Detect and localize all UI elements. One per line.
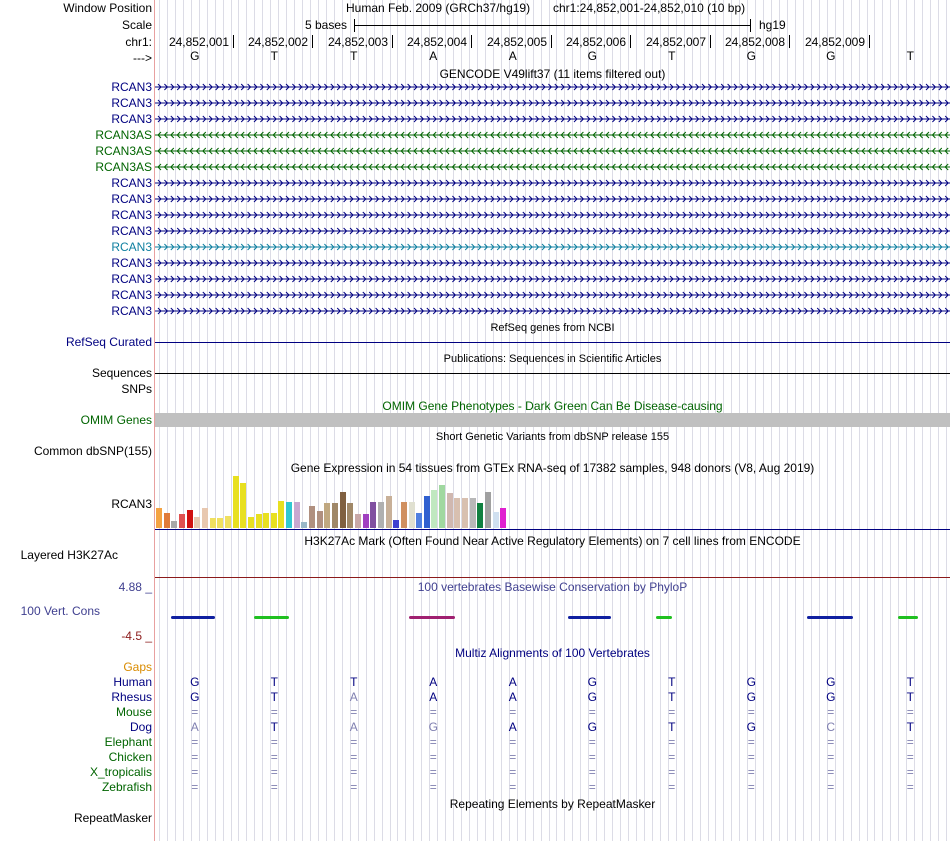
aligned-base: G [190, 675, 200, 689]
gencode-transcript[interactable] [155, 162, 950, 172]
aligned-base: = [429, 705, 437, 719]
track-area[interactable] [155, 0, 950, 841]
aligned-base: = [668, 750, 676, 764]
aligned-base: = [906, 765, 914, 779]
species-label[interactable]: Elephant [104, 735, 152, 749]
phylop-mark [254, 616, 289, 619]
repeatmasker-label[interactable]: RepeatMasker [73, 811, 152, 825]
chrom-label: chr1: [125, 35, 152, 49]
gtex-bar[interactable] [370, 502, 376, 528]
aligned-base: T [906, 720, 914, 734]
db-text: hg19 [759, 18, 786, 32]
aligned-base: T [668, 675, 676, 689]
ruler-position: 24,852,008 [724, 35, 785, 49]
gtex-bar[interactable] [225, 516, 231, 528]
window-position-label: Window Position [63, 1, 152, 15]
aligned-base: C [826, 720, 836, 734]
phylop-mark [898, 616, 918, 619]
gtex-bar[interactable] [210, 518, 216, 528]
gtex-bar[interactable] [286, 502, 292, 528]
gencode-transcript[interactable] [155, 258, 950, 268]
ruler-position: 24,852,002 [247, 35, 308, 49]
ruler-tick [869, 35, 870, 48]
aligned-base: = [827, 705, 835, 719]
gencode-transcript[interactable] [155, 226, 950, 236]
repeatmasker-title: Repeating Elements by RepeatMasker [449, 797, 656, 811]
ruler-position: 24,852,001 [168, 35, 229, 49]
dbsnp-label[interactable]: Common dbSNP(155) [33, 444, 152, 458]
base-letter: A [508, 49, 517, 63]
gtex-bar[interactable] [416, 513, 422, 528]
aligned-base: = [350, 780, 358, 794]
transcript-path [155, 164, 950, 170]
aligned-base: = [270, 780, 278, 794]
aligned-base: = [191, 735, 199, 749]
transcript-path [155, 100, 950, 106]
ruler-position: 24,852,009 [804, 35, 865, 49]
aligned-base: A [429, 690, 438, 704]
aligned-base: T [668, 720, 676, 734]
gencode-item-label[interactable]: RCAN3 [111, 96, 152, 110]
strand-label: ---> [133, 51, 152, 65]
gtex-bar[interactable] [309, 506, 315, 528]
species-label[interactable]: X_tropicalis [89, 765, 152, 779]
gtex-bar[interactable] [317, 511, 323, 528]
gtex-bar[interactable] [500, 508, 506, 528]
aligned-base: G [587, 720, 597, 734]
sequences-label[interactable]: Sequences [91, 366, 152, 380]
transcript-path [155, 292, 950, 298]
gencode-item-label[interactable]: RCAN3 [111, 176, 152, 190]
aligned-base: = [509, 750, 517, 764]
gtex-bar[interactable] [171, 521, 177, 528]
aligned-base: = [191, 705, 199, 719]
aligned-base: = [270, 735, 278, 749]
aligned-base: = [191, 750, 199, 764]
aligned-base: = [747, 780, 755, 794]
gtex-bar[interactable] [477, 503, 483, 528]
aligned-base: = [429, 765, 437, 779]
gencode-transcript[interactable] [155, 130, 950, 140]
omim-label[interactable]: OMIM Genes [80, 413, 152, 427]
aligned-base: = [668, 735, 676, 749]
gtex-bar[interactable] [217, 518, 223, 528]
gencode-transcript[interactable] [155, 194, 950, 204]
aligned-base: G [746, 690, 756, 704]
aligned-base: G [826, 690, 836, 704]
aligned-base: T [668, 690, 676, 704]
gtex-bar[interactable] [393, 520, 399, 528]
aligned-base: = [747, 765, 755, 779]
scale-bar [354, 25, 750, 26]
transcript-path [155, 132, 950, 138]
transcript-path [155, 180, 950, 186]
aligned-base: = [429, 780, 437, 794]
gencode-item-label[interactable]: RCAN3 [111, 112, 152, 126]
aligned-base: = [350, 765, 358, 779]
gtex-bar[interactable] [332, 503, 338, 528]
aligned-base: = [827, 765, 835, 779]
aligned-base: G [428, 720, 438, 734]
gtex-bar[interactable] [164, 513, 170, 528]
gtex-bar[interactable] [363, 514, 369, 528]
h3k27ac-top-line [155, 529, 950, 530]
gtex-bar[interactable] [233, 476, 239, 528]
aligned-base: = [509, 765, 517, 779]
aligned-base: = [906, 780, 914, 794]
aligned-base: = [509, 705, 517, 719]
aligned-base: A [429, 675, 438, 689]
aligned-base: = [191, 780, 199, 794]
scale-bar-right-tick [750, 19, 751, 32]
gtex-bar[interactable] [271, 513, 277, 528]
aligned-base: T [270, 720, 278, 734]
gencode-item-label[interactable]: RCAN3 [111, 240, 152, 254]
gtex-bar[interactable] [156, 508, 162, 528]
aligned-base: A [349, 690, 358, 704]
aligned-base: = [668, 780, 676, 794]
aligned-base: = [906, 705, 914, 719]
gencode-item-label[interactable]: RCAN3 [111, 256, 152, 270]
phylop-title: 100 vertebrates Basewise Conservation by PhyloP [417, 580, 688, 594]
aligned-base: = [270, 750, 278, 764]
h3k27ac-label[interactable]: Layered H3K27Ac [20, 548, 118, 562]
transcript-path [155, 196, 950, 202]
position-text: chr1:24,852,001-24,852,010 (10 bp) [553, 1, 746, 15]
aligned-base: = [509, 780, 517, 794]
gencode-transcript[interactable] [155, 146, 950, 156]
gtex-bar[interactable] [409, 502, 415, 528]
gtex-bar[interactable] [424, 496, 430, 528]
aligned-base: = [191, 765, 199, 779]
gencode-title: GENCODE V49lift37 (11 items filtered out) [439, 67, 666, 81]
species-label[interactable]: Rhesus [111, 690, 152, 704]
gtex-bar[interactable] [194, 517, 200, 528]
gtex-bar[interactable] [301, 522, 307, 528]
gtex-bar[interactable] [256, 514, 262, 528]
aligned-base: T [270, 690, 278, 704]
phylop-min-label: -4.5 _ [121, 629, 152, 643]
phylop-mark [409, 616, 455, 619]
aligned-base: = [270, 765, 278, 779]
aligned-base: = [827, 750, 835, 764]
publications-title: Publications: Sequences in Scientific Articles [443, 353, 662, 365]
transcript-path [155, 212, 950, 218]
snps-label[interactable]: SNPs [121, 382, 152, 396]
gencode-item-label[interactable]: RCAN3 [111, 304, 152, 318]
ruler-position: 24,852,003 [327, 35, 388, 49]
gtex-title: Gene Expression in 54 tissues from GTEx RNA-seq of 17382 samples, 948 donors (V8, Aug 2019) [290, 461, 815, 475]
aligned-base: A [508, 690, 517, 704]
base-letter: G [190, 49, 200, 63]
aligned-base: = [827, 735, 835, 749]
aligned-base: = [668, 705, 676, 719]
base-letter: T [350, 49, 358, 63]
gtex-bar[interactable] [431, 490, 437, 528]
species-label[interactable]: Mouse [115, 705, 152, 719]
gencode-transcript[interactable] [155, 98, 950, 108]
gencode-item-label[interactable]: RCAN3 [111, 272, 152, 286]
aligned-base: G [746, 675, 756, 689]
aligned-base: G [587, 675, 597, 689]
gtex-bar[interactable] [240, 483, 246, 528]
aligned-base: A [508, 675, 517, 689]
transcript-path [155, 308, 950, 314]
gencode-item-label[interactable]: RCAN3 [111, 208, 152, 222]
gtex-bar[interactable] [187, 510, 193, 528]
gencode-item-label[interactable]: RCAN3 [111, 288, 152, 302]
transcript-path [155, 84, 950, 90]
dbsnp-title: Short Genetic Variants from dbSNP release 155 [435, 431, 670, 443]
gencode-transcript[interactable] [155, 210, 950, 220]
multiz-title: Multiz Alignments of 100 Vertebrates [455, 646, 650, 660]
aligned-base: = [588, 750, 596, 764]
gtex-bar[interactable] [202, 508, 208, 528]
h3k27ac-bottom-line [155, 577, 950, 578]
gtex-bar[interactable] [401, 502, 407, 528]
aligned-base: = [350, 750, 358, 764]
transcript-path [155, 116, 950, 122]
gtex-bar[interactable] [378, 502, 384, 528]
gencode-transcript[interactable] [155, 242, 950, 252]
aligned-base: A [349, 720, 358, 734]
transcript-path [155, 260, 950, 266]
aligned-base: = [906, 750, 914, 764]
gencode-transcript[interactable] [155, 114, 950, 124]
aligned-base: = [747, 735, 755, 749]
species-label[interactable]: Dog [129, 720, 152, 734]
phylop-max-label: 4.88 _ [118, 580, 152, 594]
gencode-item-label[interactable]: RCAN3AS [95, 144, 152, 158]
h3k27ac-title: H3K27Ac Mark (Often Found Near Active Regulatory Elements) on 7 cell lines from ENCODE [304, 534, 801, 548]
gtex-bar[interactable] [347, 503, 353, 528]
aligned-base: G [190, 690, 200, 704]
refseq-line[interactable] [155, 342, 950, 343]
sequences-line[interactable] [155, 373, 950, 374]
aligned-base: T [350, 675, 358, 689]
gtex-gene-label[interactable]: RCAN3 [111, 497, 152, 511]
gaps-label: Gaps [123, 660, 152, 674]
gencode-transcript[interactable] [155, 274, 950, 284]
transcript-path [155, 276, 950, 282]
base-letter: G [826, 49, 836, 63]
base-letter: T [668, 49, 676, 63]
refseq-label[interactable]: RefSeq Curated [65, 335, 152, 349]
aligned-base: = [588, 705, 596, 719]
aligned-base: A [190, 720, 199, 734]
gtex-bar[interactable] [340, 492, 346, 528]
assembly-title: Human Feb. 2009 (GRCh37/hg19) [346, 1, 531, 15]
phylop-signal[interactable] [155, 612, 950, 626]
omim-bar[interactable] [155, 413, 950, 427]
gencode-transcript[interactable] [155, 178, 950, 188]
ruler-position: 24,852,007 [645, 35, 706, 49]
aligned-base: = [270, 705, 278, 719]
gtex-bar[interactable] [324, 503, 330, 528]
phylop-mark [568, 616, 611, 619]
gtex-barchart[interactable] [155, 472, 950, 528]
scale-bar-left-tick [354, 19, 355, 32]
aligned-base: G [826, 675, 836, 689]
gencode-item-label[interactable]: RCAN3 [111, 224, 152, 238]
gencode-item-label[interactable]: RCAN3AS [95, 128, 152, 142]
phylop-mark [807, 616, 853, 619]
aligned-base: = [668, 765, 676, 779]
scale-text: 5 bases [305, 18, 348, 32]
scale-label: Scale [121, 18, 152, 32]
species-label[interactable]: Chicken [108, 750, 152, 764]
ruler-position: 24,852,004 [406, 35, 467, 49]
gtex-bar[interactable] [454, 498, 460, 528]
gtex-bar[interactable] [470, 498, 476, 528]
aligned-base: T [906, 690, 914, 704]
base-letter: G [587, 49, 597, 63]
gencode-item-label[interactable]: RCAN3AS [95, 160, 152, 174]
gencode-transcript[interactable] [155, 290, 950, 300]
aligned-base: A [508, 720, 517, 734]
aligned-base: = [588, 780, 596, 794]
gtex-bar[interactable] [179, 514, 185, 528]
aligned-base: = [588, 765, 596, 779]
aligned-base: T [906, 675, 914, 689]
phylop-mark [171, 616, 215, 619]
gtex-bar[interactable] [263, 513, 269, 528]
aligned-base: G [587, 690, 597, 704]
base-letter: T [906, 49, 914, 63]
gtex-bar[interactable] [355, 514, 361, 528]
gtex-bar[interactable] [386, 496, 392, 528]
gencode-item-label[interactable]: RCAN3 [111, 80, 152, 94]
aligned-base: = [509, 735, 517, 749]
omim-title: OMIM Gene Phenotypes - Dark Green Can Be Disease-causing [382, 399, 723, 413]
aligned-base: = [747, 750, 755, 764]
aligned-base: = [429, 735, 437, 749]
gtex-bar[interactable] [278, 501, 284, 528]
gtex-bar[interactable] [248, 517, 254, 528]
cons-label[interactable]: 100 Vert. Cons [20, 604, 100, 618]
track-labels [0, 0, 154, 841]
gtex-bar[interactable] [462, 498, 468, 528]
aligned-base: G [746, 720, 756, 734]
aligned-base: = [588, 735, 596, 749]
transcript-path [155, 244, 950, 250]
aligned-base: = [350, 735, 358, 749]
gtex-bar[interactable] [439, 485, 445, 528]
aligned-base: = [827, 780, 835, 794]
gencode-transcript[interactable] [155, 306, 950, 316]
transcript-path [155, 228, 950, 234]
aligned-base: = [429, 750, 437, 764]
gtex-bar[interactable] [493, 512, 499, 528]
aligned-base: T [270, 675, 278, 689]
gtex-bar[interactable] [447, 493, 453, 528]
base-letter: T [270, 49, 278, 63]
species-label[interactable]: Human [113, 675, 152, 689]
aligned-base: = [747, 705, 755, 719]
aligned-base: = [906, 735, 914, 749]
species-label[interactable]: Zebrafish [101, 780, 152, 794]
phylop-mark [656, 616, 672, 619]
ruler-position: 24,852,005 [486, 35, 547, 49]
transcript-path [155, 148, 950, 154]
gtex-bar[interactable] [485, 492, 491, 528]
refseq-title: RefSeq genes from NCBI [490, 322, 615, 334]
aligned-base: = [350, 705, 358, 719]
base-letter: A [429, 49, 438, 63]
gtex-bar[interactable] [294, 502, 300, 528]
base-letter: G [746, 49, 756, 63]
ruler-position: 24,852,006 [565, 35, 626, 49]
gencode-transcript[interactable] [155, 82, 950, 92]
gencode-item-label[interactable]: RCAN3 [111, 192, 152, 206]
